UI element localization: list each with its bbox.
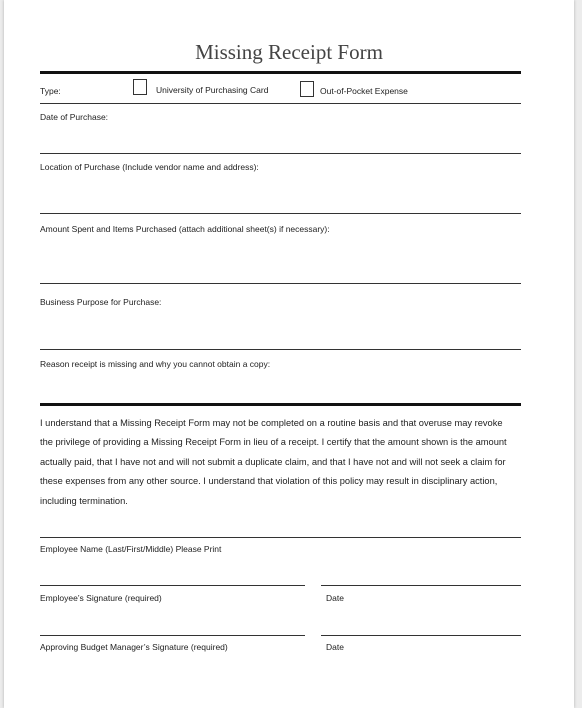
out-of-pocket-label: Out-of-Pocket Expense — [320, 86, 408, 96]
employee-date-field[interactable] — [321, 635, 521, 636]
certification-statement — [40, 414, 524, 511]
date-of-purchase-field[interactable] — [40, 153, 521, 154]
statement-line: I understand that a Missing Receipt Form may not be completed on a routine basis and that overuse may revoke — [40, 418, 503, 428]
amount-field[interactable] — [40, 283, 521, 284]
employee-name-label: Employee Name (Last/First/Middle) Please Print — [40, 544, 222, 554]
location-label: Location of Purchase (Include vendor name and address): — [40, 162, 259, 172]
manager-signature-label: Approving Budget Manager’s Signature (required) — [40, 642, 228, 652]
type-divider — [40, 103, 521, 104]
reason-field[interactable] — [40, 403, 521, 406]
out-of-pocket-checkbox[interactable] — [300, 81, 314, 97]
purchasing-card-checkbox[interactable] — [133, 79, 147, 95]
employee-date-label: Date — [326, 593, 344, 603]
type-label: Type: — [40, 86, 61, 96]
top-divider — [40, 71, 521, 74]
employee-signature-field[interactable] — [40, 635, 305, 636]
purchasing-card-label: University of Purchasing Card — [156, 85, 269, 95]
purpose-field[interactable] — [40, 349, 521, 350]
form-page — [4, 0, 574, 708]
manager-date-label: Date — [326, 642, 344, 652]
statement-divider — [40, 537, 521, 538]
employee-name-field-extension[interactable] — [321, 585, 521, 586]
statement-line: actually paid, that I have not and will not submit a duplicate claim, and that I have not and will not seek a claim for — [40, 456, 506, 467]
statement-line: including termination. — [40, 495, 128, 506]
statement-line: the privilege of providing a Missing Receipt Form in lieu of a receipt. I certify that the amount shown is the amount — [40, 437, 507, 448]
date-of-purchase-label: Date of Purchase: — [40, 112, 109, 122]
reason-label: Reason receipt is missing and why you cannot obtain a copy: — [40, 359, 271, 369]
form-title: Missing Receipt Form — [195, 40, 383, 64]
amount-label: Amount Spent and Items Purchased (attach additional sheet(s) if necessary): — [40, 224, 330, 234]
employee-signature-label: Employee’s Signature (required) — [40, 593, 162, 603]
employee-name-field[interactable] — [40, 585, 305, 586]
location-field[interactable] — [40, 213, 521, 214]
purpose-label: Business Purpose for Purchase: — [40, 297, 162, 307]
statement-line: these expenses from any other source. I understand that violation of this policy may result in disciplinary action, — [40, 476, 498, 487]
